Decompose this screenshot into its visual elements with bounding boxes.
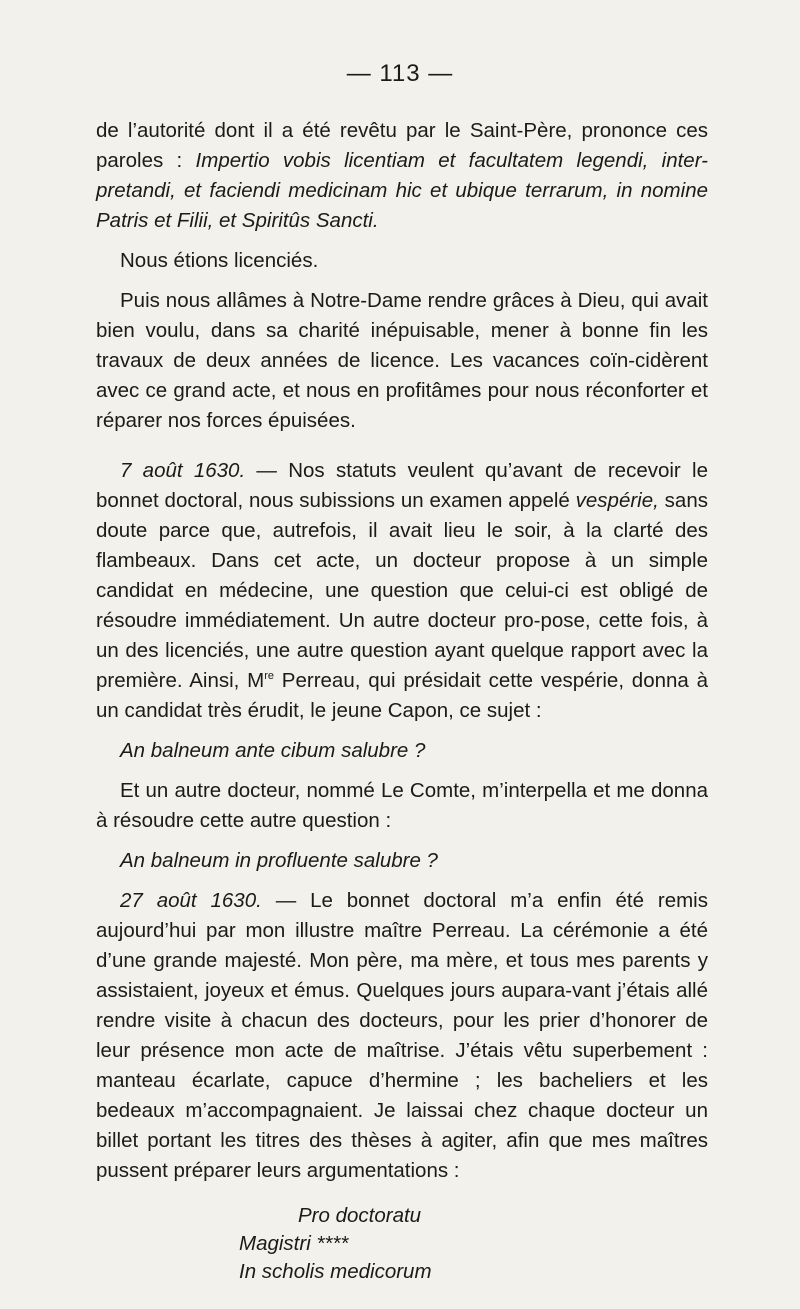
billet-line-1: Pro doctoratu xyxy=(298,1204,422,1227)
paragraph-1 xyxy=(96,116,708,236)
question-2: An balneum in profluente salubre ? xyxy=(120,849,438,872)
latin-formula: Impertio vobis licentiam et facultatem legendi, inter-pretandi, et faciendi medicinam hic et ubique terrarum, in nomine Patris et Filii, et Spiritûs Sancti. xyxy=(96,149,708,232)
paragraph-4-text-b: sans doute parce que, autrefois, il avait lieu le soir, à la clarté des flambeaux. Dans cet acte, un docteur propose à un simple candidat en médecine, une question que celui-ci est obligé de résoudre immédiatement. Un autre docteur pro-pose, cette fois, à un des licenciés, une autre question ayant quelque rapport avec la première. Ainsi, M xyxy=(96,489,708,692)
page-number: — 113 — xyxy=(346,60,454,87)
term-vesperie: vespérie, xyxy=(575,489,659,512)
paragraph-5: Et un autre docteur, nommé Le Comte, m’interpella et me donna à résoudre cette autre question : xyxy=(96,779,708,832)
thesis-billet xyxy=(96,1202,708,1286)
paragraph-3: Puis nous allâmes à Notre-Dame rendre grâces à Dieu, qui avait bien voulu, dans sa charité inépuisable, mener à bonne fin les travaux de deux années de licence. Les vacances coïn-cidèrent avec ce grand acte, et nous en profitâmes pour nous réconforter et réparer nos forces épuisées. xyxy=(96,289,708,432)
question-1: An balneum ante cibum salubre ? xyxy=(120,739,426,762)
paragraph-1-text: de l’autorité dont il a été revêtu par le Saint-Père, prononce ces paroles : xyxy=(96,119,708,172)
date-entry-2: 27 août 1630. xyxy=(120,889,262,912)
paragraph-2: Nous étions licenciés. xyxy=(120,249,319,272)
page-body xyxy=(96,116,708,1286)
billet-line-2: Magistri **** xyxy=(239,1232,349,1255)
paragraph-4-text-c: Perreau, qui présidait cette vespérie, donna à un candidat très érudit, le jeune Capon, ce sujet : xyxy=(96,669,708,722)
paragraph-6-text: — Le bonnet doctoral m’a enfin été remis aujourd’hui par mon illustre maître Perreau. La cérémonie a été d’une grande majesté. Mon père, ma mère, et tous mes parents y assistaient, joyeux et émus. Quelques jours aupara-vant j’étais allé rendre visite à chacun des docteurs, pour les prier d’honorer de leur présence mon acte de maîtrise. J’étais vêtu superbement : manteau écarlate, capuce d’hermine ; les bacheliers et les bedeaux m’accompagnaient. Je laissai chez chaque docteur un billet portant les titres des thèses à agiter, afin que mes maîtres pussent préparer leurs argumentations : xyxy=(96,889,708,1182)
date-entry-1: 7 août 1630. xyxy=(120,459,246,482)
paragraph-4 xyxy=(96,456,708,726)
paragraph-4-text-a: — Nos statuts veulent qu’avant de recevoir le bonnet doctoral, nous subissions un examen appelé xyxy=(96,459,708,512)
paragraph-6 xyxy=(96,886,708,1186)
superscript-re: re xyxy=(264,670,275,683)
billet-line-3: In scholis medicorum xyxy=(239,1260,432,1283)
